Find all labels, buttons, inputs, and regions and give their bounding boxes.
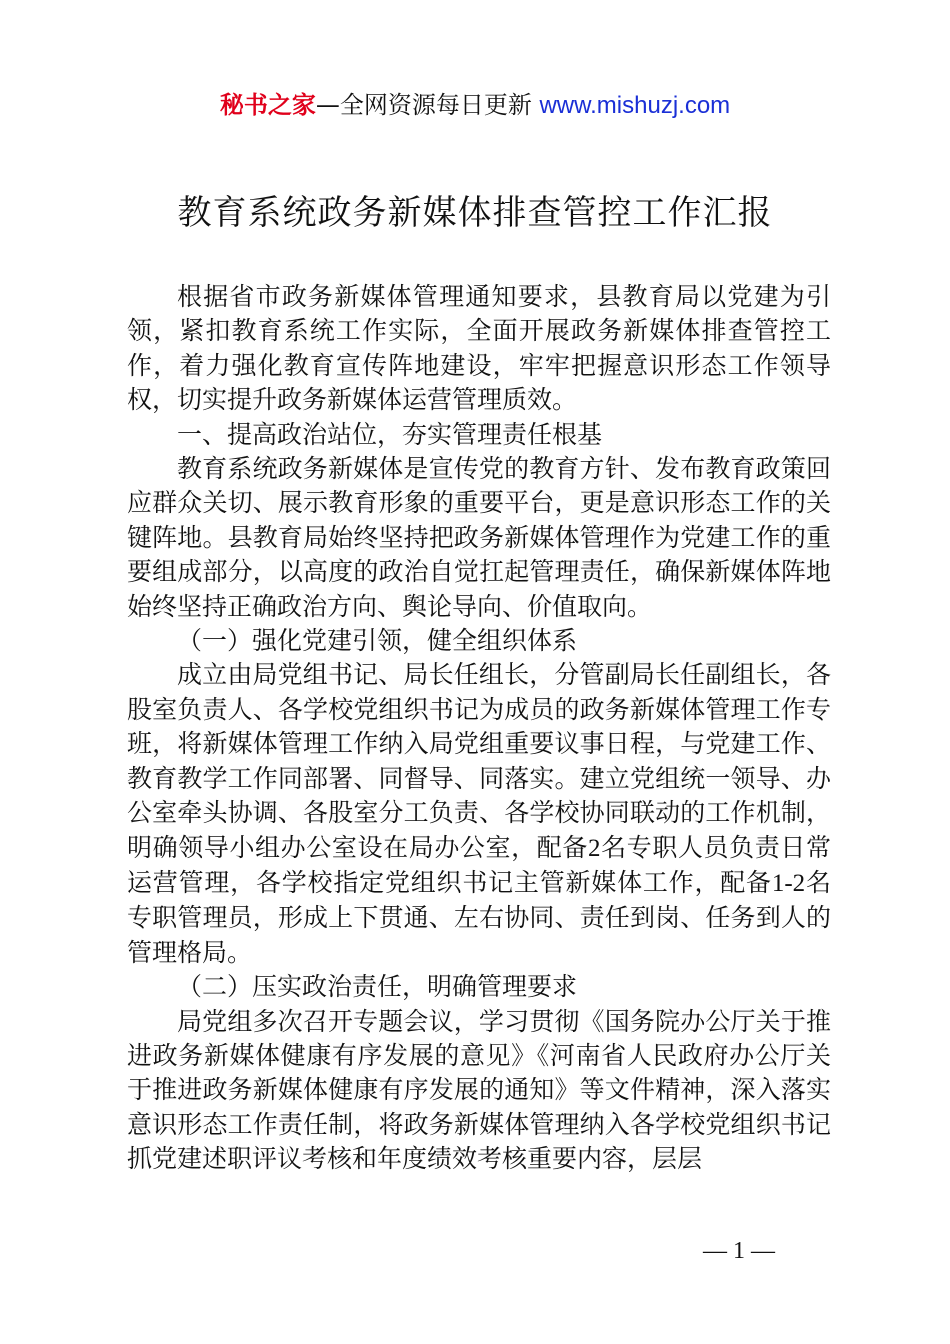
site-banner: [0, 88, 950, 123]
section-1-paragraph: 教育系统政务新媒体是宣传党的教育方针、发布教育政策回应群众关切、展示教育形象的重要平台，更是意识形态工作的关键阵地。县教育局始终坚持把政务新媒体管理作为党建工作的重要组成部分，以高度的政治自觉扛起管理责任，确保新媒体阵地始终坚持正确政治方向、舆论导向、价值取向。: [127, 454, 831, 621]
staff-count-b: 1-2: [771, 869, 806, 897]
section-1-heading: 一、提高政治站位，夯实管理责任根基: [177, 419, 603, 449]
banner-tagline: —全网资源每日更新: [315, 91, 532, 119]
intro-paragraph: 根据省市政务新媒体管理通知要求，县教育局以党建为引领，紧扣教育系统工作实际，全面开展政务新媒体排查管控工作，着力强化教育宣传阵地建设，牢牢把握意识形态工作领导权，切实提升政务新媒体运营管理质效。: [127, 282, 831, 415]
page-number: — 1 —: [703, 1238, 775, 1264]
subsection-1-paragraph: [127, 658, 831, 970]
banner-brand: 秘书之家: [219, 91, 316, 119]
staff-count-a: 2: [587, 834, 601, 862]
document-body: [127, 280, 831, 1177]
subsection-1-text-b: 名专职人员负责日常运营管理，各学校指定党组织书记主管新媒体工作，配备: [127, 832, 831, 897]
subsection-1-heading: （一）强化党建引领，健全组织体系: [177, 626, 578, 656]
subsection-2-heading: （二）压实政治责任，明确管理要求: [177, 972, 578, 1002]
subsection-2-paragraph: 局党组多次召开专题会议，学习贯彻《国务院办公厅关于推进政务新媒体健康有序发展的意见》《河南省人民政府办公厅关于推进政务新媒体健康有序发展的通知》等文件精神，深入落实意识形态工作责任制，将政务新媒体管理纳入各学校党组织书记抓党建述职评议考核和年度绩效考核重要内容，层层: [127, 1006, 831, 1174]
subsection-1-text-c: 名专职管理员，形成上下贯通、左右协同、责任到岗、任务到人的管理格局。: [127, 867, 831, 967]
document-title: 教育系统政务新媒体排查管控工作汇报: [177, 193, 773, 233]
subsection-1-text-a: 成立由局党组书记、局长任组长，分管副局长任副组长，各股室负责人、各学校党组织书记为成员的政务新媒体管理工作专班，将新媒体管理工作纳入局党组重要议事日程，与党建工作、教育教学工作同部署、同督导、同落实。建立党组统一领导、办公室牵头协调、各股室分工负责、各学校协同联动的工作机制，明确领导小组办公室设在局办公室，配备: [127, 660, 831, 862]
banner-url-link[interactable]: www.mishuzj.com: [539, 92, 731, 119]
